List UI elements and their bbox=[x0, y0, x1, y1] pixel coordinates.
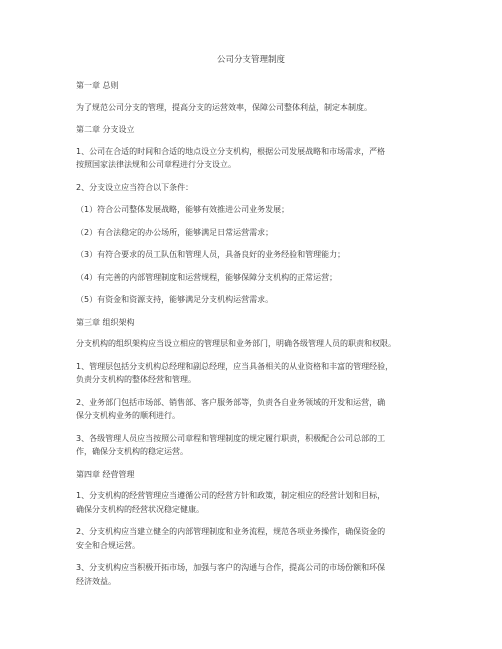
chapter-2-paragraph-2: 2、分支设立应当符合以下条件： bbox=[76, 182, 194, 192]
document-body bbox=[76, 79, 436, 597]
paragraph-line: 按照国家法律法规和公司章程进行分支设立。 bbox=[76, 160, 236, 169]
paragraph-line: 负责分支机构的整体经营和管理。 bbox=[76, 375, 196, 384]
condition-item-4: （4）有完善的内部管理制度和运营规程，能够保障分支机构的正常运营； bbox=[76, 272, 338, 282]
paragraph-line: 作，确保分支机构的稳定运营。 bbox=[76, 447, 188, 456]
chapter-2-paragraph-1 bbox=[76, 145, 436, 172]
paragraph-line: 2、分支机构应当建立健全的内部管理制度和业务流程，规范各项业务操作，确保资金的 bbox=[76, 527, 386, 536]
condition-item-5: （5）有资金和资源支持，能够满足分支机构运营需求。 bbox=[76, 295, 274, 304]
paragraph-line: 1、管理层包括分支机构总经理和副总经理，应当具备相关的从业资格和丰富的管理经验， bbox=[76, 361, 394, 371]
document-title: 公司分支管理制度 bbox=[216, 55, 285, 65]
paragraph-line: 1、分支机构的经营管理应当遵循公司的经营方针和政策，制定相应的经营计划和目标， bbox=[76, 491, 386, 500]
paragraph-line: 安全和合规运营。 bbox=[76, 540, 140, 550]
chapter-3-intro: 分支机构的组织架构应当设立相应的管理层和业务部门，明确各级管理人员的职责和权限。 bbox=[76, 339, 396, 348]
paragraph-line: 3、各级管理人员应当按照公司章程和管理制度的规定履行职责，积极配合公司总部的工 bbox=[76, 433, 386, 443]
chapter-3-paragraph-3 bbox=[76, 432, 436, 459]
chapter-4-heading: 第四章 经营管理 bbox=[76, 469, 135, 479]
chapter-2-heading: 第二章 分支设立 bbox=[76, 125, 135, 134]
paragraph-line: 3、分支机构应当积极开拓市场，加强与客户的沟通与合作，提高公司的市场份额和环保 bbox=[76, 563, 386, 572]
chapter-3-heading: 第三章 组织架构 bbox=[76, 317, 135, 327]
condition-item-3: （3）有符合要求的员工队伍和管理人员，具备良好的业务经验和管理能力； bbox=[76, 250, 346, 259]
condition-item-1: （1）符合公司整体发展战略，能够有效推进公司业务发展； bbox=[76, 205, 290, 214]
paragraph-line: 1、公司在合适的时间和合适的地点设立分支机构，根据公司发展战略和市场需求，严格 bbox=[76, 146, 386, 156]
chapter-4-paragraph-2 bbox=[76, 525, 436, 552]
chapter-4-paragraph-1 bbox=[76, 489, 436, 516]
paragraph-line: 经济效益。 bbox=[76, 576, 116, 586]
chapter-3-paragraph-2 bbox=[76, 396, 436, 423]
chapter-1-heading: 第一章 总则 bbox=[76, 81, 119, 90]
chapter-3-paragraph-1 bbox=[76, 360, 436, 387]
condition-item-2: （2）有合法稳定的办公场所，能够满足日常运营需求； bbox=[76, 227, 274, 237]
paragraph-line: 保分支机构业务的顺利进行。 bbox=[76, 411, 180, 420]
paragraph-line: 2、业务部门包括市场部、销售部、客户服务部等，负责各自业务领域的开发和运营，确 bbox=[76, 397, 386, 407]
paragraph-line: 确保分支机构的经营状况稳定健康。 bbox=[76, 504, 204, 514]
chapter-4-paragraph-3 bbox=[76, 561, 436, 588]
chapter-1-paragraph: 为了规范公司分支的管理，提高分支的运营效率，保障公司整体利益，制定本制度。 bbox=[76, 102, 372, 112]
